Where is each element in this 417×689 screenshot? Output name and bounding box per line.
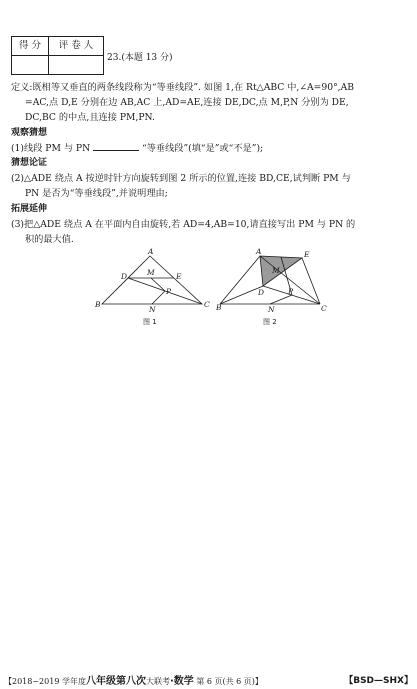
- score-table: [11, 36, 104, 75]
- question-points: (本题 13 分): [121, 53, 173, 63]
- figure-1-caption: 图 1: [143, 318, 157, 326]
- figure-1-diagram: [92, 246, 212, 328]
- score-label: 得 分: [12, 37, 49, 56]
- footer-page: 第 6 页(共 6 页)】: [196, 677, 263, 686]
- item-1-text-a: (1)线段 PM 与 PN: [11, 142, 91, 154]
- footer-left: [4, 672, 263, 687]
- label-e: E: [176, 272, 182, 281]
- label-d: D: [121, 272, 128, 281]
- section-extend: 拓展延伸: [11, 203, 48, 214]
- label-d: D: [258, 288, 265, 297]
- footer-grade: 八年级第八次: [85, 676, 146, 687]
- answer-blank[interactable]: [93, 141, 139, 151]
- figure-2: [216, 246, 332, 332]
- segment-bd: [220, 286, 263, 304]
- footer-dot: ·: [169, 676, 174, 687]
- label-a: A: [256, 247, 262, 256]
- item-1-text-b: “等垂线段”(填“是”或“不是”);: [142, 142, 264, 154]
- figure-2-diagram: [216, 246, 332, 328]
- footer-exam: 大联考: [145, 677, 170, 686]
- page-footer: [4, 672, 413, 687]
- item-2-line-1: (2)△ADE 绕点 A 按逆时针方向旋转到图 2 所示的位置,连接 BD,CE,试判断 PM 与: [11, 173, 351, 185]
- segment-pn: [152, 291, 165, 304]
- grader-label: 评 卷 人: [49, 37, 104, 56]
- item-3-line-2: 积的最大值.: [25, 234, 74, 246]
- definition-line-1: 定义:既相等又垂直的两条线段称为“等垂线段”. 如图 1,在 Rt△ABC 中,∠A=90°,AB: [11, 82, 354, 93]
- label-m: M: [272, 266, 280, 275]
- footer-subject: 数学: [173, 676, 194, 687]
- definition-line-2: =AC,点 D,E 分别在边 AB,AC 上,AD=AE,连接 DE,DC,点 M,P,N 分别为 DE,: [25, 97, 349, 109]
- label-n: N: [268, 305, 275, 314]
- question-number: 23.: [107, 53, 122, 63]
- segment-pn: [270, 295, 292, 304]
- label-b: B: [95, 300, 101, 309]
- triangle-abc: [102, 256, 202, 304]
- footer-year: 【2018~2019 学年度: [4, 677, 86, 686]
- segment-pm: [151, 278, 165, 291]
- label-n: N: [149, 305, 156, 314]
- item-2-line-2: PN 是否为“等垂线段”,并说明理由;: [25, 188, 168, 200]
- triangle-ade-shaded: [260, 256, 302, 286]
- figure-1: [92, 246, 212, 332]
- label-c: C: [321, 304, 327, 313]
- section-prove: 猜想论证: [11, 158, 48, 169]
- label-c: C: [204, 300, 210, 309]
- score-cell: [12, 56, 49, 75]
- label-m: M: [147, 268, 155, 277]
- label-a: A: [148, 247, 154, 256]
- definition-line-3: DC,BC 的中点,且连接 PM,PN.: [25, 112, 155, 124]
- grader-cell: [49, 56, 104, 75]
- footer-code: 【BSD—SHX】: [344, 676, 413, 686]
- question-body: [11, 80, 409, 247]
- section-observe: 观察猜想: [11, 127, 48, 138]
- label-p: P: [166, 287, 172, 296]
- segment-ab: [220, 256, 260, 304]
- label-p: P: [288, 287, 294, 296]
- figure-2-caption: 图 2: [263, 318, 277, 326]
- item-1: [11, 141, 409, 156]
- label-e: E: [304, 250, 310, 259]
- question-header: [107, 50, 173, 63]
- label-b: B: [216, 303, 222, 312]
- item-3-line-1: (3)把△ADE 绕点 A 在平面内自由旋转,若 AD=4,AB=10,请直接写出 PM 与 PN 的: [11, 218, 356, 230]
